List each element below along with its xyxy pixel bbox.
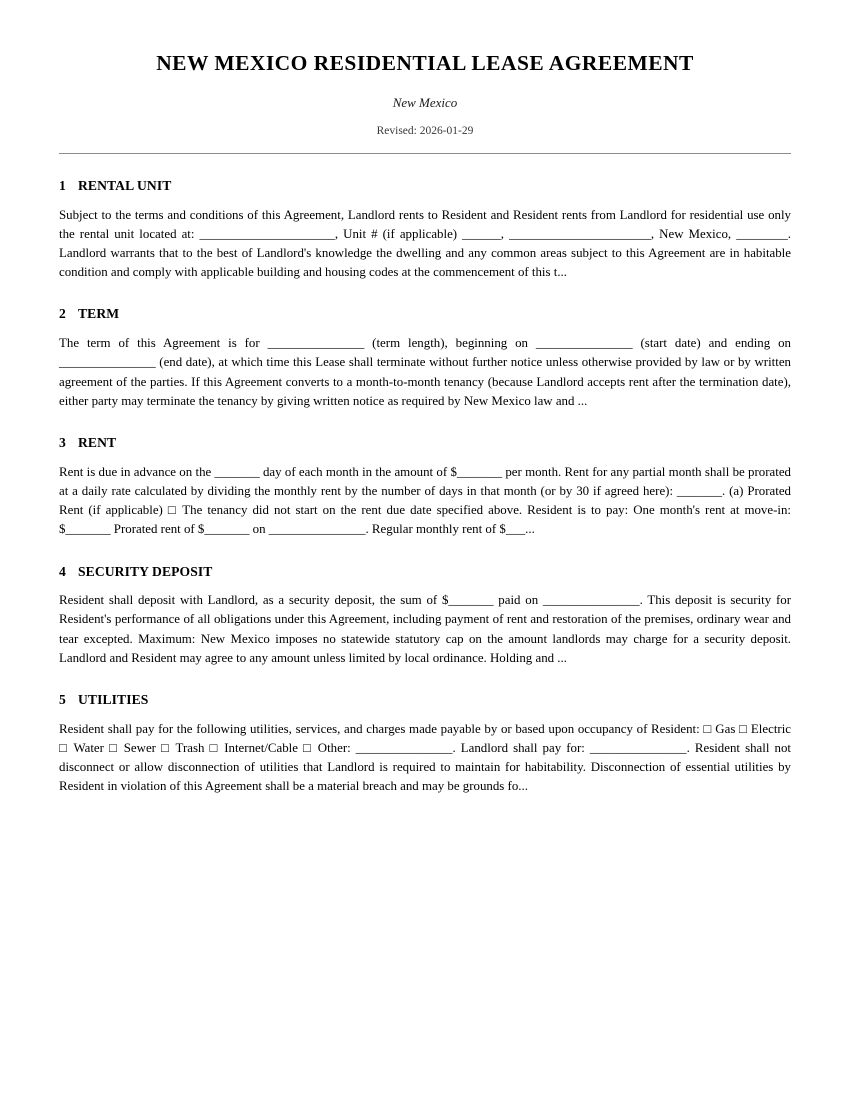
section-title-1: RENTAL UNIT	[78, 177, 172, 193]
section-number-4: 4	[59, 563, 66, 579]
section-number-3: 3	[59, 434, 66, 450]
section-number-2: 2	[59, 306, 66, 322]
document-subtitle: New Mexico	[392, 94, 458, 110]
document-revised-date: Revised: 2026-01-29	[376, 124, 474, 137]
section-body-5: Resident shall pay for the following utilities, services, and charges made payable by or based upon occupancy of Resident: □ Gas □ Electric □ Water □ Sewer □ Trash □ Internet/Cable □ Other: _______________. Landlord shall pay for: _______________. Resident shall not disconnect or allow disconnection of utilities that Landlord is required to maintain for habitability. Disconnection of essential utilities by Resident in violation of this Agreement shall be a material breach and may be grounds fo...	[59, 721, 791, 794]
section-title-5: UTILITIES	[78, 692, 149, 708]
section-body-2: The term of this Agreement is for _______________ (term length), beginning on _______________ (start date) and ending on _______________ (end date), at which time this Lease shall terminate without further notice unless otherwise provided by law or by written agreement of the parties. If this Agreement converts to a month-to-month tenancy (because Landlord accepts rent after the termination date), either party may terminate the tenancy by giving written notice as required by New Mexico law and ...	[59, 336, 791, 408]
section-body-1: Subject to the terms and conditions of this Agreement, Landlord rents to Resident and Resident rents from Landlord for residential use only the rental unit located at: _____________________, Unit # (if applicable) ______, ______________________, New Mexico, ________. Landlord warrants that to the best of Landlord's knowledge the dwelling and any common areas subject to this Agreement are in habitable condition and comply with applicable building and housing codes at the commencement of this t...	[59, 207, 791, 280]
section-number-5: 5	[59, 692, 66, 708]
section-rent	[59, 411, 791, 540]
section-title-2: TERM	[78, 306, 120, 322]
section-title-3: RENT	[78, 434, 117, 450]
section-rental-unit	[59, 154, 791, 283]
document-content	[59, 0, 791, 797]
section-body-4: Resident shall deposit with Landlord, as a security deposit, the sum of $_______ paid on _______________. This deposit is security for Resident's performance of all obligations under this Agreement, including payment of rent and restoration of the premises, ordinary wear and tear excepted. Maximum: New Mexico imposes no statewide statutory cap on the amount landlords may charge for a security deposit. Landlord and Resident may agree to any amount unless limited by local ordinance. Holding and ...	[59, 593, 791, 665]
section-security-deposit	[59, 540, 791, 669]
section-heading-1	[59, 154, 791, 195]
section-number-1: 1	[59, 177, 66, 193]
section-heading-2	[59, 282, 791, 323]
section-term	[59, 282, 791, 411]
section-body-3: Rent is due in advance on the _______ day of each month in the amount of $_______ per month. Rent for any partial month shall be prorated at a daily rate calculated by dividing the monthly rent by the number of days in that month (or by 30 if agreed here): _______. (a) Prorated Rent (if applicable) □ The tenancy did not start on the rent due date specified above. Resident is to pay: One month's rent at move-in: $_______ Prorated rent of $_______ on _______________. Regular monthly rent of $___...	[59, 464, 791, 537]
section-heading-3	[59, 411, 791, 452]
document-title: NEW MEXICO RESIDENTIAL LEASE AGREEMENT	[156, 51, 694, 75]
section-heading-5	[59, 668, 791, 709]
section-heading-4	[59, 540, 791, 581]
section-title-4: SECURITY DEPOSIT	[78, 563, 213, 579]
section-utilities	[59, 668, 791, 797]
